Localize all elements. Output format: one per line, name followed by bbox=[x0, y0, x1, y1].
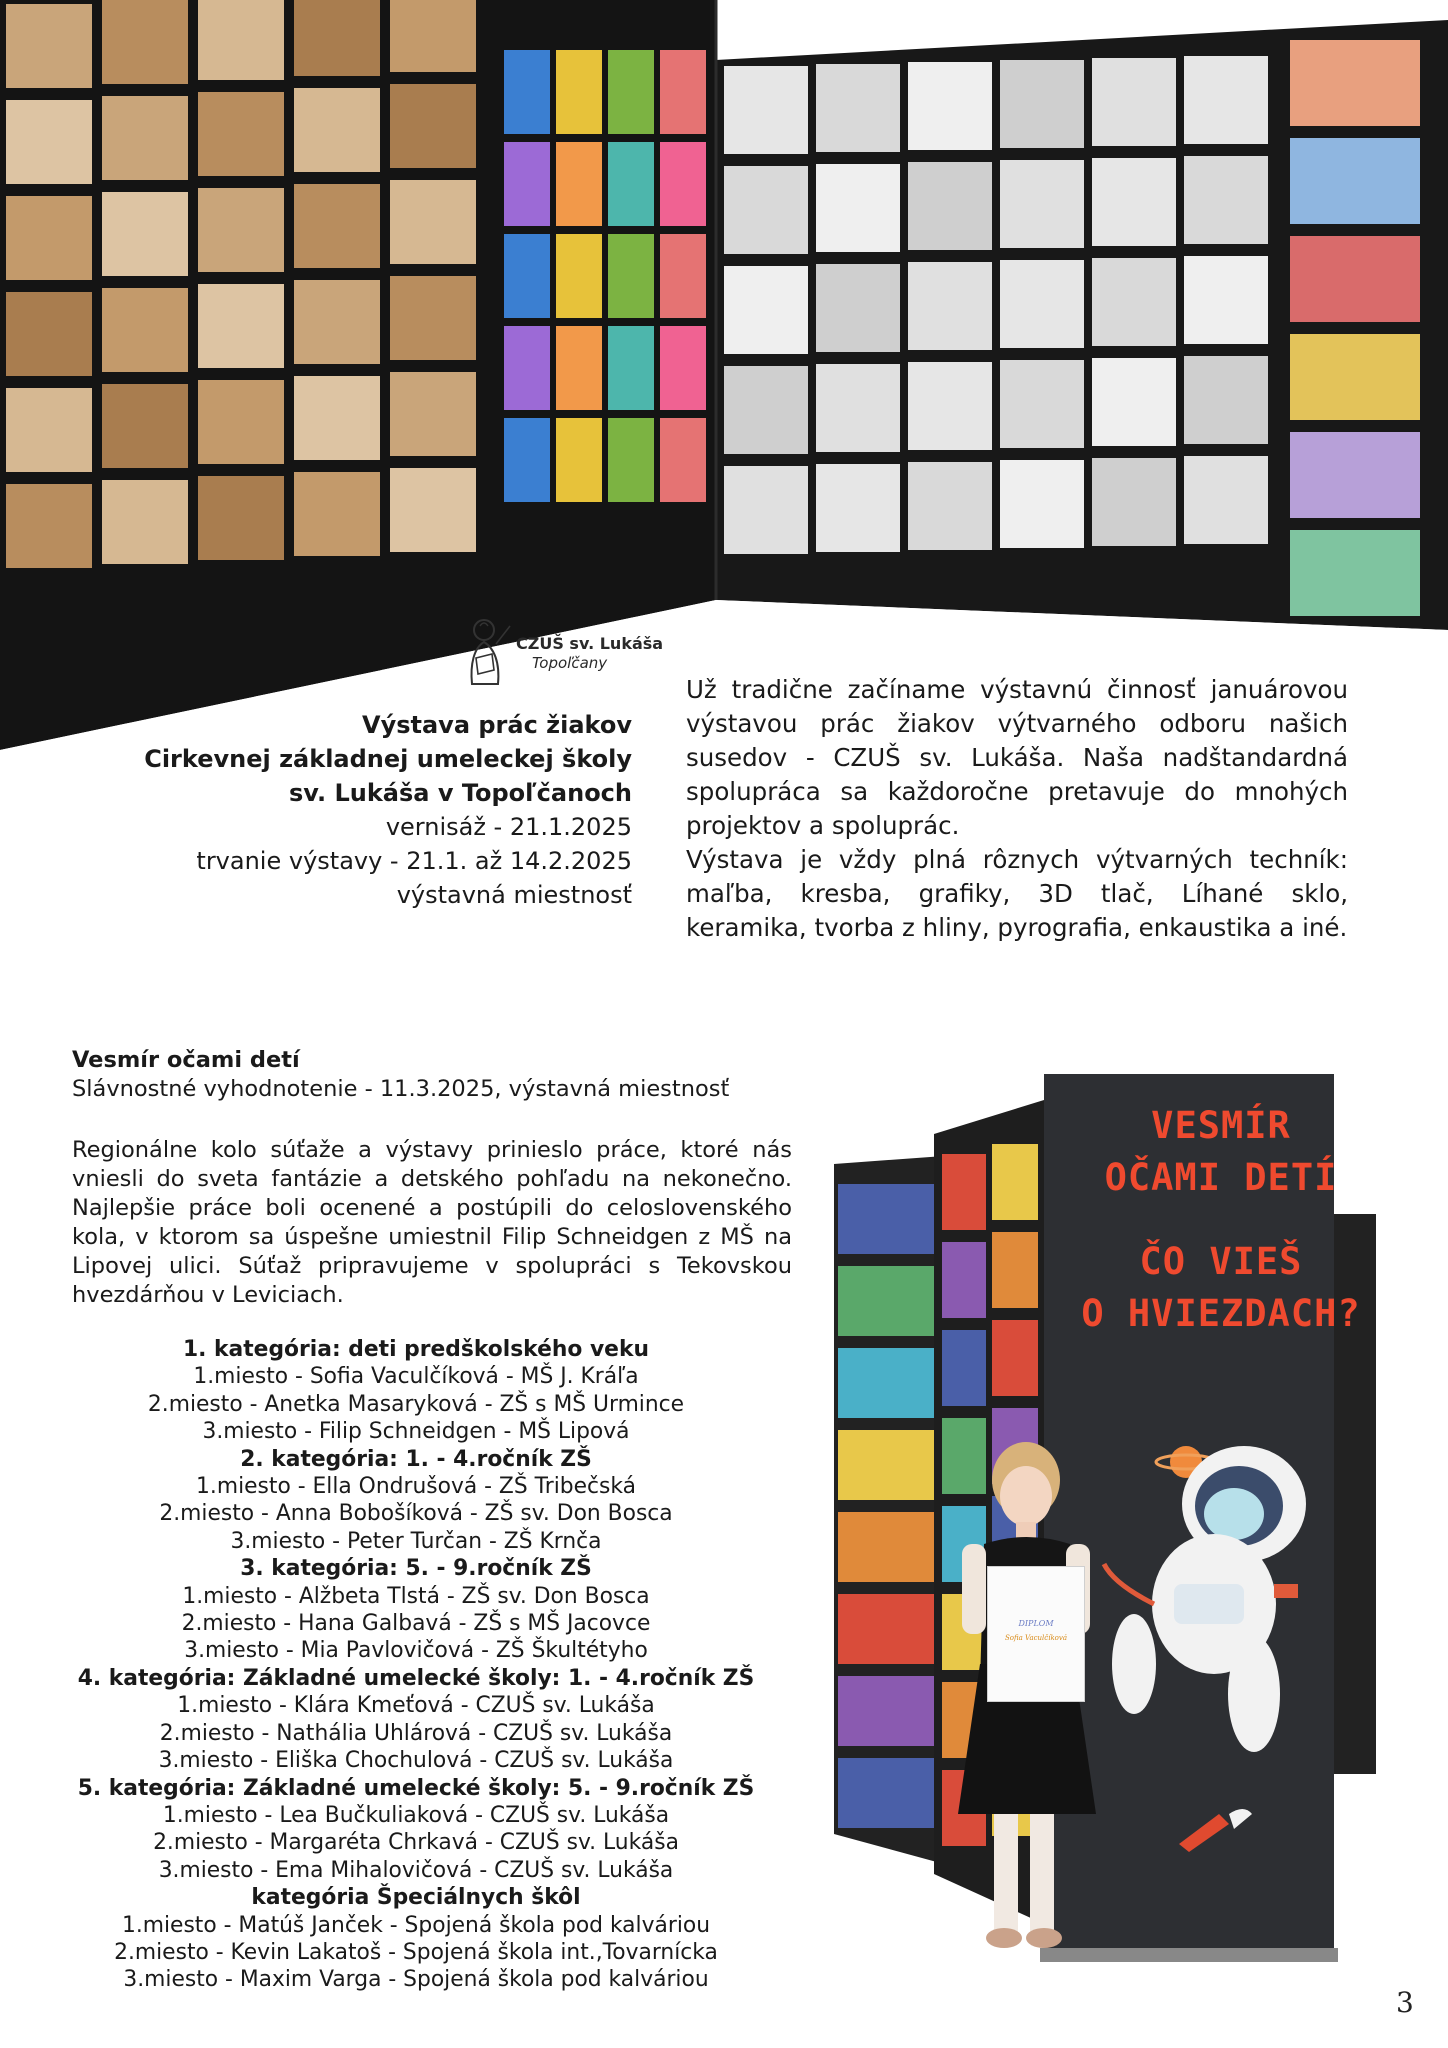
child-painting bbox=[838, 1594, 934, 1664]
sepia-artwork bbox=[390, 468, 476, 552]
diploma-name: Sofia Vaculčíková bbox=[1004, 1634, 1068, 1642]
sepia-artwork bbox=[294, 0, 380, 76]
result-line: 1.miesto - Ella Ondrušová - ZŠ Tribečská bbox=[196, 1474, 636, 1500]
child-painting bbox=[942, 1418, 986, 1494]
sepia-artwork bbox=[6, 196, 92, 280]
exhibition-paragraph: Už tradične začíname výstavnú činnosť januárovou výstavou prác žiakov výtvarného odboru našich susedov - CZUŠ sv. Lukáša. Naša nadštandardná spolupráca sa každoročne pretavuje do mnohých projektov a spoluprác. bbox=[686, 675, 1348, 840]
pencil-artwork bbox=[1184, 56, 1268, 144]
colour-artwork bbox=[556, 142, 602, 226]
competition-results bbox=[60, 1336, 772, 1994]
result-line: 3.miesto - Peter Turčan - ZŠ Krnča bbox=[230, 1528, 602, 1554]
result-line: 2.miesto - Anetka Masaryková - ZŠ s MŠ Urmince bbox=[147, 1391, 685, 1417]
result-line: 2.miesto - Hana Galbavá - ZŠ s MŠ Jacovce bbox=[181, 1611, 651, 1637]
exhibition-title-line: Výstava prác žiakov bbox=[362, 711, 632, 739]
sepia-artwork bbox=[294, 280, 380, 364]
pencil-artwork bbox=[1000, 360, 1084, 448]
pencil-artwork bbox=[816, 364, 900, 452]
sepia-artwork bbox=[6, 292, 92, 376]
colour-artwork bbox=[504, 418, 550, 502]
colour-artwork bbox=[1290, 236, 1420, 322]
exhibition-location: výstavná miestnosť bbox=[396, 881, 632, 909]
sepia-artwork bbox=[198, 0, 284, 80]
pencil-artwork bbox=[908, 62, 992, 150]
colour-artwork bbox=[608, 326, 654, 410]
pencil-artwork bbox=[724, 166, 808, 254]
pencil-artwork bbox=[816, 64, 900, 152]
colour-artwork bbox=[660, 326, 706, 410]
sepia-artwork bbox=[198, 284, 284, 368]
pencil-artwork bbox=[1092, 158, 1176, 246]
sepia-artwork bbox=[102, 384, 188, 468]
sepia-artwork bbox=[294, 376, 380, 460]
child-painting bbox=[992, 1232, 1038, 1308]
exhibition-description bbox=[686, 673, 1348, 945]
pencil-artwork bbox=[724, 66, 808, 154]
banner-line: ČO VIEŠ bbox=[1139, 1240, 1303, 1283]
sepia-artwork bbox=[294, 184, 380, 268]
child-painting bbox=[942, 1330, 986, 1406]
sepia-artwork bbox=[198, 476, 284, 560]
pencil-artwork bbox=[908, 162, 992, 250]
sepia-artwork bbox=[294, 472, 380, 556]
colour-artwork bbox=[1290, 432, 1420, 518]
sepia-artwork bbox=[6, 484, 92, 568]
sepia-artwork bbox=[102, 288, 188, 372]
pencil-artwork bbox=[724, 466, 808, 554]
colour-artwork bbox=[504, 326, 550, 410]
result-line: 2.miesto - Kevin Lakatoš - Spojená škola int.,Tovarnícka bbox=[114, 1939, 718, 1965]
child-painting bbox=[992, 1144, 1038, 1220]
saint-luke-logo-icon bbox=[462, 614, 518, 690]
child-painting bbox=[942, 1242, 986, 1318]
colour-artwork bbox=[660, 50, 706, 134]
banner-question bbox=[1046, 1236, 1396, 1340]
sepia-artwork bbox=[198, 188, 284, 272]
child-painting bbox=[838, 1758, 934, 1828]
category-title: 1. kategória: deti predškolského veku bbox=[183, 1337, 649, 1362]
child-painting bbox=[838, 1184, 934, 1254]
banner-line: O HVIEZDACH? bbox=[1081, 1292, 1361, 1335]
pencil-artwork bbox=[1092, 258, 1176, 346]
banner-line: OČAMI DETÍ bbox=[1104, 1156, 1338, 1199]
logo-city: Topoľčany bbox=[532, 654, 608, 672]
competition-subtitle: Slávnostné vyhodnotenie - 11.3.2025, výstavná miestnosť bbox=[72, 1076, 730, 1102]
child-painting bbox=[838, 1348, 934, 1418]
gallery-illustration bbox=[0, 0, 1448, 750]
child-painting bbox=[838, 1676, 934, 1746]
banner-line: VESMÍR bbox=[1151, 1104, 1291, 1147]
pencil-artwork bbox=[1184, 156, 1268, 244]
sepia-artwork bbox=[102, 0, 188, 84]
pencil-artwork bbox=[1000, 460, 1084, 548]
sepia-artwork bbox=[102, 96, 188, 180]
school-logo bbox=[462, 614, 664, 690]
pencil-artwork bbox=[1184, 356, 1268, 444]
pencil-artwork bbox=[1000, 260, 1084, 348]
category-title: 2. kategória: 1. - 4.ročník ZŠ bbox=[240, 1446, 592, 1472]
diploma bbox=[987, 1566, 1085, 1702]
category-title: kategória Špeciálnych škôl bbox=[251, 1885, 581, 1911]
colour-artwork bbox=[608, 234, 654, 318]
sepia-artwork bbox=[198, 380, 284, 464]
colour-artwork bbox=[608, 418, 654, 502]
pencil-artwork bbox=[908, 362, 992, 450]
result-line: 1.miesto - Klára Kmeťová - CZUŠ sv. Lukáša bbox=[177, 1693, 655, 1719]
pencil-artwork bbox=[1092, 58, 1176, 146]
gallery-photo bbox=[0, 0, 1448, 750]
colour-artwork bbox=[1290, 138, 1420, 224]
competition-title: Vesmír očami detí bbox=[72, 1047, 300, 1073]
exhibition-vernisaz: vernisáž - 21.1.2025 bbox=[385, 813, 632, 841]
sepia-artwork bbox=[6, 100, 92, 184]
sepia-artwork bbox=[390, 180, 476, 264]
child-painting bbox=[838, 1266, 934, 1336]
pencil-artwork bbox=[816, 264, 900, 352]
exhibition-title-line: sv. Lukáša v Topoľčanoch bbox=[289, 779, 632, 807]
competition-intro: Regionálne kolo súťaže a výstavy prinieslo práce, ktoré nás vniesli do sveta fantázie a detského pohľadu na nekonečno. Najlepšie práce boli ocenené a postúpili do celoslovenského kola, v ktorom sa úspešne umiestnil Filip Schneidgen z MŠ na Lipovej ulici. Súťaž pripravujeme v spolupráci s Tekovskou hvezdárňou v Leviciach. bbox=[72, 1137, 792, 1308]
sepia-artwork bbox=[6, 4, 92, 88]
pencil-artwork bbox=[1092, 458, 1176, 546]
result-line: 3.miesto - Maxim Varga - Spojená škola pod kalváriou bbox=[123, 1967, 709, 1993]
pencil-artwork bbox=[816, 464, 900, 552]
pencil-artwork bbox=[1000, 60, 1084, 148]
colour-artwork bbox=[504, 142, 550, 226]
colour-artwork bbox=[608, 50, 654, 134]
sepia-artwork bbox=[198, 92, 284, 176]
colour-artwork bbox=[556, 326, 602, 410]
child-painting bbox=[838, 1430, 934, 1500]
colour-artwork bbox=[556, 418, 602, 502]
exhibition-header bbox=[120, 708, 632, 912]
colour-artwork bbox=[556, 234, 602, 318]
diploma-label: DIPLOM bbox=[1018, 1619, 1054, 1628]
pencil-artwork bbox=[1184, 456, 1268, 544]
sepia-artwork bbox=[390, 0, 476, 72]
result-line: 2.miesto - Anna Bobošíková - ZŠ sv. Don Bosca bbox=[159, 1501, 673, 1527]
exhibition-paragraph: Výstava je vždy plná rôznych výtvarných techník: maľba, kresba, grafiky, 3D tlač, Líhané sklo, keramika, tvorba z hliny, pyrografia, enkaustika a iné. bbox=[686, 845, 1348, 942]
colour-artwork bbox=[504, 234, 550, 318]
pencil-artwork bbox=[1000, 160, 1084, 248]
result-line: 2.miesto - Nathália Uhlárová - CZUŠ sv. Lukáša bbox=[159, 1720, 673, 1746]
colour-artwork bbox=[556, 50, 602, 134]
child-painting bbox=[838, 1512, 934, 1582]
sepia-artwork bbox=[6, 388, 92, 472]
result-line: 1.miesto - Matúš Janček - Spojená škola pod kalváriou bbox=[121, 1912, 711, 1938]
colour-artwork bbox=[1290, 40, 1420, 126]
pencil-artwork bbox=[1184, 256, 1268, 344]
category-title: 3. kategória: 5. - 9.ročník ZŠ bbox=[240, 1556, 592, 1582]
result-line: 1.miesto - Alžbeta Tlstá - ZŠ sv. Don Bosca bbox=[182, 1583, 650, 1609]
colour-artwork bbox=[608, 142, 654, 226]
result-line: 3.miesto - Ema Mihalovičová - CZUŠ sv. Lukáša bbox=[158, 1857, 674, 1883]
category-title: 4. kategória: Základné umelecké školy: 1. - 4.ročník ZŠ bbox=[77, 1665, 755, 1691]
result-line: 2.miesto - Margaréta Chrkavá - CZUŠ sv. Lukáša bbox=[153, 1830, 679, 1856]
exhibition-title-line: Cirkevnej základnej umeleckej školy bbox=[144, 745, 632, 773]
colour-artwork bbox=[660, 234, 706, 318]
colour-artwork bbox=[660, 142, 706, 226]
category-title: 5. kategória: Základné umelecké školy: 5. - 9.ročník ZŠ bbox=[77, 1775, 755, 1801]
colour-artwork bbox=[1290, 530, 1420, 616]
logo-title: CZUŠ sv. Lukáša bbox=[516, 634, 664, 653]
result-line: 3.miesto - Eliška Chochulová - CZUŠ sv. Lukáša bbox=[158, 1748, 674, 1774]
banner-heading bbox=[1046, 1100, 1396, 1204]
pencil-artwork bbox=[724, 366, 808, 454]
sepia-artwork bbox=[390, 276, 476, 360]
pencil-artwork bbox=[908, 262, 992, 350]
pencil-artwork bbox=[908, 462, 992, 550]
pencil-artwork bbox=[1092, 358, 1176, 446]
colour-artwork bbox=[504, 50, 550, 134]
pencil-artwork bbox=[724, 266, 808, 354]
colour-artwork bbox=[1290, 334, 1420, 420]
sepia-artwork bbox=[294, 88, 380, 172]
result-line: 1.miesto - Sofia Vaculčíková - MŠ J. Kráľa bbox=[193, 1364, 639, 1390]
colour-artwork bbox=[660, 418, 706, 502]
pencil-artwork bbox=[816, 164, 900, 252]
result-line: 1.miesto - Lea Bučkuliaková - CZUŠ sv. Lukáša bbox=[162, 1802, 670, 1828]
result-line: 3.miesto - Mia Pavlovičová - ZŠ Škultétyho bbox=[184, 1638, 648, 1664]
page-number: 3 bbox=[1396, 1986, 1414, 2019]
result-line: 3.miesto - Filip Schneidgen - MŠ Lipová bbox=[202, 1419, 630, 1445]
competition-section bbox=[72, 1046, 792, 1310]
child-painting bbox=[992, 1320, 1038, 1396]
sepia-artwork bbox=[102, 480, 188, 564]
sepia-artwork bbox=[390, 84, 476, 168]
exhibition-duration: trvanie výstavy - 21.1. až 14.2.2025 bbox=[196, 847, 632, 875]
child-painting bbox=[942, 1154, 986, 1230]
sepia-artwork bbox=[390, 372, 476, 456]
sepia-artwork bbox=[102, 192, 188, 276]
